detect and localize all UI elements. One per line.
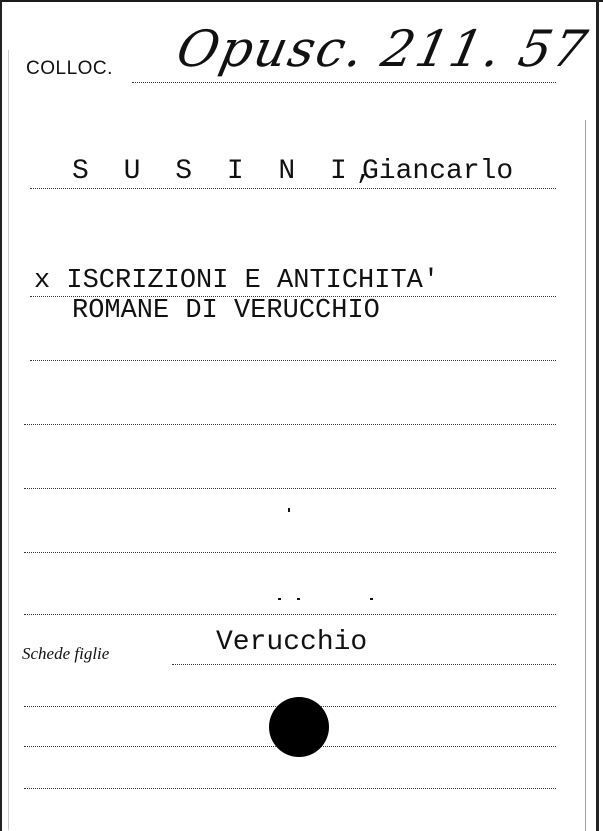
title-marker: x (34, 266, 51, 296)
ruled-line (24, 424, 556, 425)
card-edge-left-inner (8, 50, 9, 830)
ruled-line (24, 488, 556, 489)
author-dotted-line (30, 188, 556, 189)
ink-speck (370, 598, 373, 600)
colloc-dotted-line (132, 82, 556, 83)
title-line-2: ROMANE DI VERUCCHIO (72, 296, 380, 326)
title-line-1 (34, 266, 439, 296)
ruled-line (24, 552, 556, 553)
author-surname: S U S I N I, (72, 156, 382, 187)
ink-speck (297, 598, 300, 600)
ink-speck (278, 598, 281, 600)
colloc-value: Opusc. 211. 57 (171, 20, 594, 78)
ruled-line (30, 360, 556, 361)
ruled-line (24, 788, 556, 789)
title-dotted-line (30, 296, 556, 297)
colloc-label: COLLOC. (26, 58, 113, 79)
title-line-1-text: ISCRIZIONI E ANTICHITA' (66, 266, 440, 296)
ink-speck (288, 508, 290, 512)
author-first-name: Giancarlo (362, 156, 514, 187)
punch-hole (269, 697, 329, 757)
child-cards-dotted-line (172, 664, 556, 665)
card-edge-left (0, 0, 2, 831)
child-cards-label: Schede figlie (22, 644, 110, 663)
ruled-line (24, 614, 556, 615)
card-edge-right (596, 0, 599, 831)
card-edge-top (0, 0, 603, 2)
card-edge-right-inner (585, 120, 586, 831)
child-cards-value: Verucchio (216, 627, 368, 658)
